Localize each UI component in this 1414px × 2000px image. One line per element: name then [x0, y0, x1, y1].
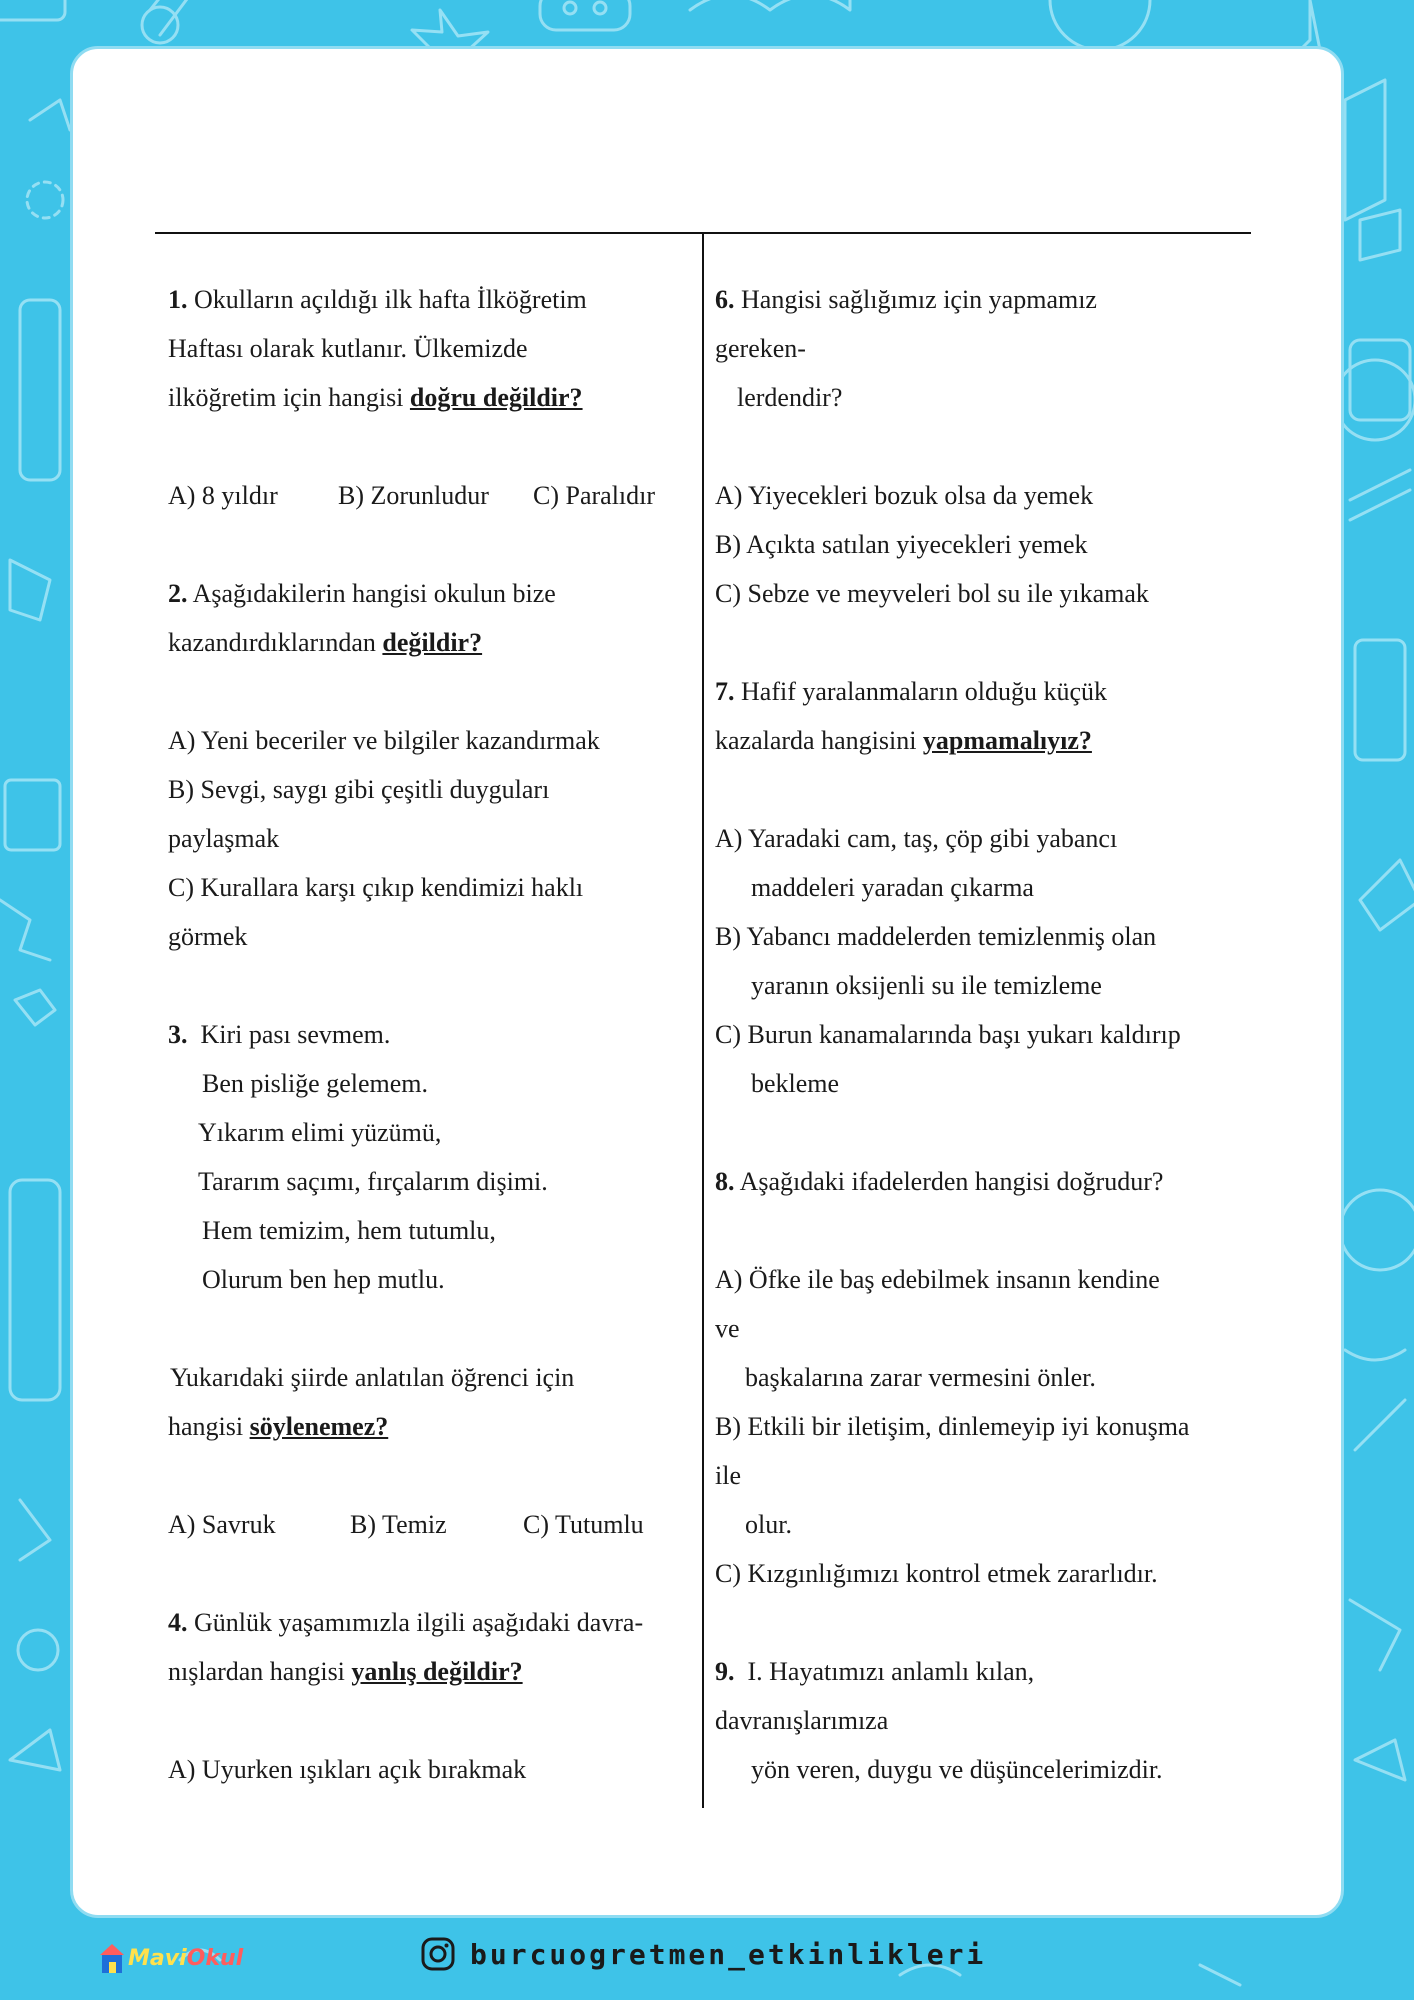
question-1-options [168, 471, 698, 520]
option-b-cont: paylaşmak [168, 824, 280, 853]
question-2-line: kazandırdıklarından değildir? [168, 628, 483, 657]
house-logo-icon [98, 1941, 126, 1975]
question-7-line: kazalarda hangisini yapmamalıyız? [715, 726, 1092, 755]
option-c: C) Kurallara karşı çıkıp kendimizi haklı [168, 873, 584, 902]
option-a: A) Yaradaki cam, taş, çöp gibi yabancı [715, 824, 1118, 853]
question-7-line: 7. Hafif yaralanmaların olduğu küçük [715, 677, 1108, 706]
option-c: C) Paralıdır [533, 481, 656, 510]
option-b-cont: yaranın oksijenli su ile temizleme [751, 971, 1102, 1000]
option-b-cont: ile [715, 1461, 741, 1490]
emphasis: yanlış değildir? [351, 1657, 523, 1686]
poem-line: Hem temizim, hem tutumlu, [202, 1216, 496, 1245]
option-b: B) Zorunludur [338, 481, 489, 510]
option-a-cont: maddeleri yaradan çıkarma [751, 873, 1034, 902]
option-b-cont: olur. [745, 1510, 792, 1539]
brand-name: MaviOkul [128, 1945, 244, 1971]
question-6-line: lerdendir? [737, 383, 843, 412]
question-8-line: 8. Aşağıdaki ifadelerden hangisi doğrudur? [715, 1167, 1164, 1196]
poem-line: 3. Kiri pası sevmem. [168, 1020, 391, 1049]
question-9-line: 9. I. Hayatımızı anlamlı kılan, [715, 1657, 1035, 1686]
option-b: B) Etkili bir iletişim, dinlemeyip iyi konuşma [715, 1412, 1190, 1441]
option-c: C) Kızgınlığımızı kontrol etmek zararlıdır. [715, 1559, 1158, 1588]
option-c-cont: bekleme [751, 1069, 840, 1098]
instagram-handle [420, 1936, 986, 1972]
poem-line: Olurum ben hep mutlu. [202, 1265, 445, 1294]
instagram-icon [420, 1936, 456, 1972]
emphasis: doğru değildir? [409, 383, 583, 412]
question-9-line: davranışlarımıza [715, 1706, 889, 1735]
poem-line: Tararım saçımı, fırçalarım dişimi. [198, 1167, 548, 1196]
brand-logo [98, 1940, 243, 1976]
option-b: B) Temiz [350, 1510, 447, 1539]
option-a-cont: ve [715, 1314, 740, 1343]
emphasis: yapmamalıyız? [922, 726, 1092, 755]
question-3-options [168, 1500, 698, 1549]
column-divider [702, 232, 704, 1808]
option-c: C) Burun kanamalarında başı yukarı kaldırıp [715, 1020, 1181, 1049]
option-a: A) Yeni beceriler ve bilgiler kazandırmak [168, 726, 600, 755]
option-a: A) 8 yıldır [168, 481, 278, 510]
emphasis: söylenemez? [249, 1412, 389, 1441]
option-c: C) Sebze ve meyveleri bol su ile yıkamak [715, 579, 1149, 608]
question-1-line: 1. Okulların açıldığı ilk hafta İlköğretim [168, 285, 587, 314]
option-a: A) Öfke ile baş edebilmek insanın kendine [715, 1265, 1160, 1294]
option-a: A) Uyurken ışıkları açık bırakmak [168, 1755, 527, 1784]
question-1-line: ilköğretim için hangisi doğru değildir? [168, 383, 583, 412]
question-4-line: 4. Günlük yaşamımızla ilgili aşağıdaki davra- [168, 1608, 644, 1637]
poem-line: Yıkarım elimi yüzümü, [198, 1118, 442, 1147]
question-6-line: 6. Hangisi sağlığımız için yapmamız [715, 285, 1097, 314]
emphasis: değildir? [382, 628, 483, 657]
question-9-line: yön veren, duygu ve düşüncelerimizdir. [751, 1755, 1163, 1784]
option-b: B) Sevgi, saygı gibi çeşitli duyguları [168, 775, 550, 804]
left-column [168, 275, 698, 1794]
question-1-line: Haftası olarak kutlanır. Ülkemizde [168, 334, 528, 363]
option-a: A) Savruk [168, 1510, 276, 1539]
question-3-line: Yukarıdaki şiirde anlatılan öğrenci için [170, 1363, 575, 1392]
poem-line: Ben pisliğe gelemem. [202, 1069, 429, 1098]
option-c: C) Tutumlu [523, 1510, 644, 1539]
option-c-cont: görmek [168, 922, 248, 951]
option-b: B) Açıkta satılan yiyecekleri yemek [715, 530, 1088, 559]
question-6-line: gereken- [715, 334, 806, 363]
question-2-line: 2. Aşağıdakilerin hangisi okulun bize [168, 579, 556, 608]
option-a-cont: başkalarına zarar vermesini önler. [745, 1363, 1096, 1392]
option-b: B) Yabancı maddelerden temizlenmiş olan [715, 922, 1157, 951]
instagram-handle-text: burcuogretmen_etkinlikleri [470, 1937, 987, 1971]
option-a: A) Yiyecekleri bozuk olsa da yemek [715, 481, 1094, 510]
question-3-line: hangisi söylenemez? [168, 1412, 389, 1441]
right-column [715, 275, 1255, 1794]
question-4-line: nışlardan hangisi yanlış değildir? [168, 1657, 523, 1686]
